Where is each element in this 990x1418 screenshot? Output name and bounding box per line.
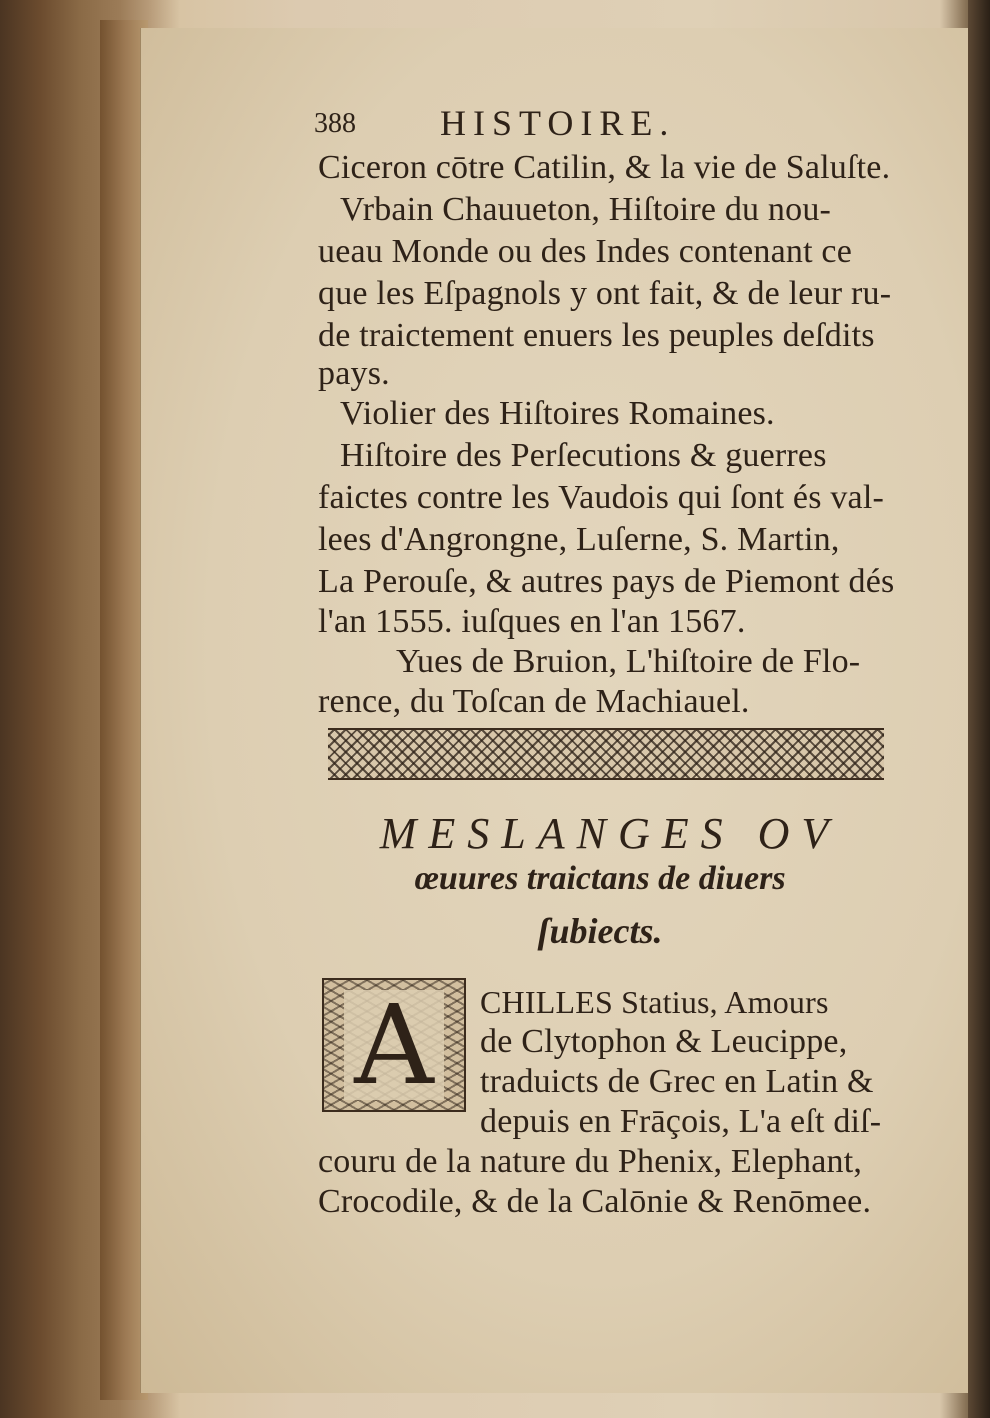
initial-letter: A bbox=[344, 990, 443, 1100]
text-line: faictes contre les Vaudois qui ſont és val- bbox=[318, 479, 884, 516]
text-line: Violier des Hiſtoires Romaines. bbox=[340, 395, 775, 432]
decorative-ornament-band bbox=[328, 728, 884, 780]
body-line: depuis en Frāçois, L'a eſt diſ- bbox=[480, 1103, 882, 1140]
text-line: Yues de Bruion, L'hiſtoire de Flo- bbox=[396, 643, 861, 680]
right-page-edge bbox=[968, 0, 990, 1418]
section-subtitle: œuures traictans de diuers bbox=[414, 860, 786, 897]
decorated-initial bbox=[322, 978, 466, 1112]
text-line: de traictement enuers les peuples deſdits bbox=[318, 317, 875, 354]
page-number: 388 bbox=[314, 108, 356, 139]
text-line: Hiſtoire des Perſecutions & guerres bbox=[340, 437, 827, 474]
running-title: HISTOIRE. bbox=[440, 103, 676, 143]
body-line: Crocodile, & de la Calōnie & Renōmee. bbox=[318, 1183, 872, 1220]
body-line: de Clytophon & Leucippe, bbox=[480, 1023, 848, 1060]
body-line: CHILLES Statius, Amours bbox=[480, 984, 829, 1020]
text-line: lees d'Angrongne, Luſerne, S. Martin, bbox=[318, 521, 840, 558]
section-subtitle-end: ſubiects. bbox=[537, 911, 663, 951]
body-line: couru de la nature du Phenix, Elephant, bbox=[318, 1143, 863, 1180]
text-line: que les Eſpagnols y ont fait, & de leur ru- bbox=[318, 275, 892, 312]
text-line: ueau Monde ou des Indes contenant ce bbox=[318, 233, 853, 270]
body-line: traduicts de Grec en Latin & bbox=[480, 1063, 874, 1100]
text-line: Ciceron cōtre Catilin, & la vie de Saluſte. bbox=[318, 149, 891, 186]
text-line: l'an 1555. iuſques en l'an 1567. bbox=[318, 603, 746, 640]
section-title: MESLANGES OV bbox=[379, 809, 841, 858]
text-line: Vrbain Chauueton, Hiſtoire du nou- bbox=[340, 191, 832, 228]
text-line: La Perouſe, & autres pays de Piemont dés bbox=[318, 563, 895, 600]
text-line: pays. bbox=[318, 355, 390, 392]
text-line: rence, du Toſcan de Machiauel. bbox=[318, 683, 750, 720]
